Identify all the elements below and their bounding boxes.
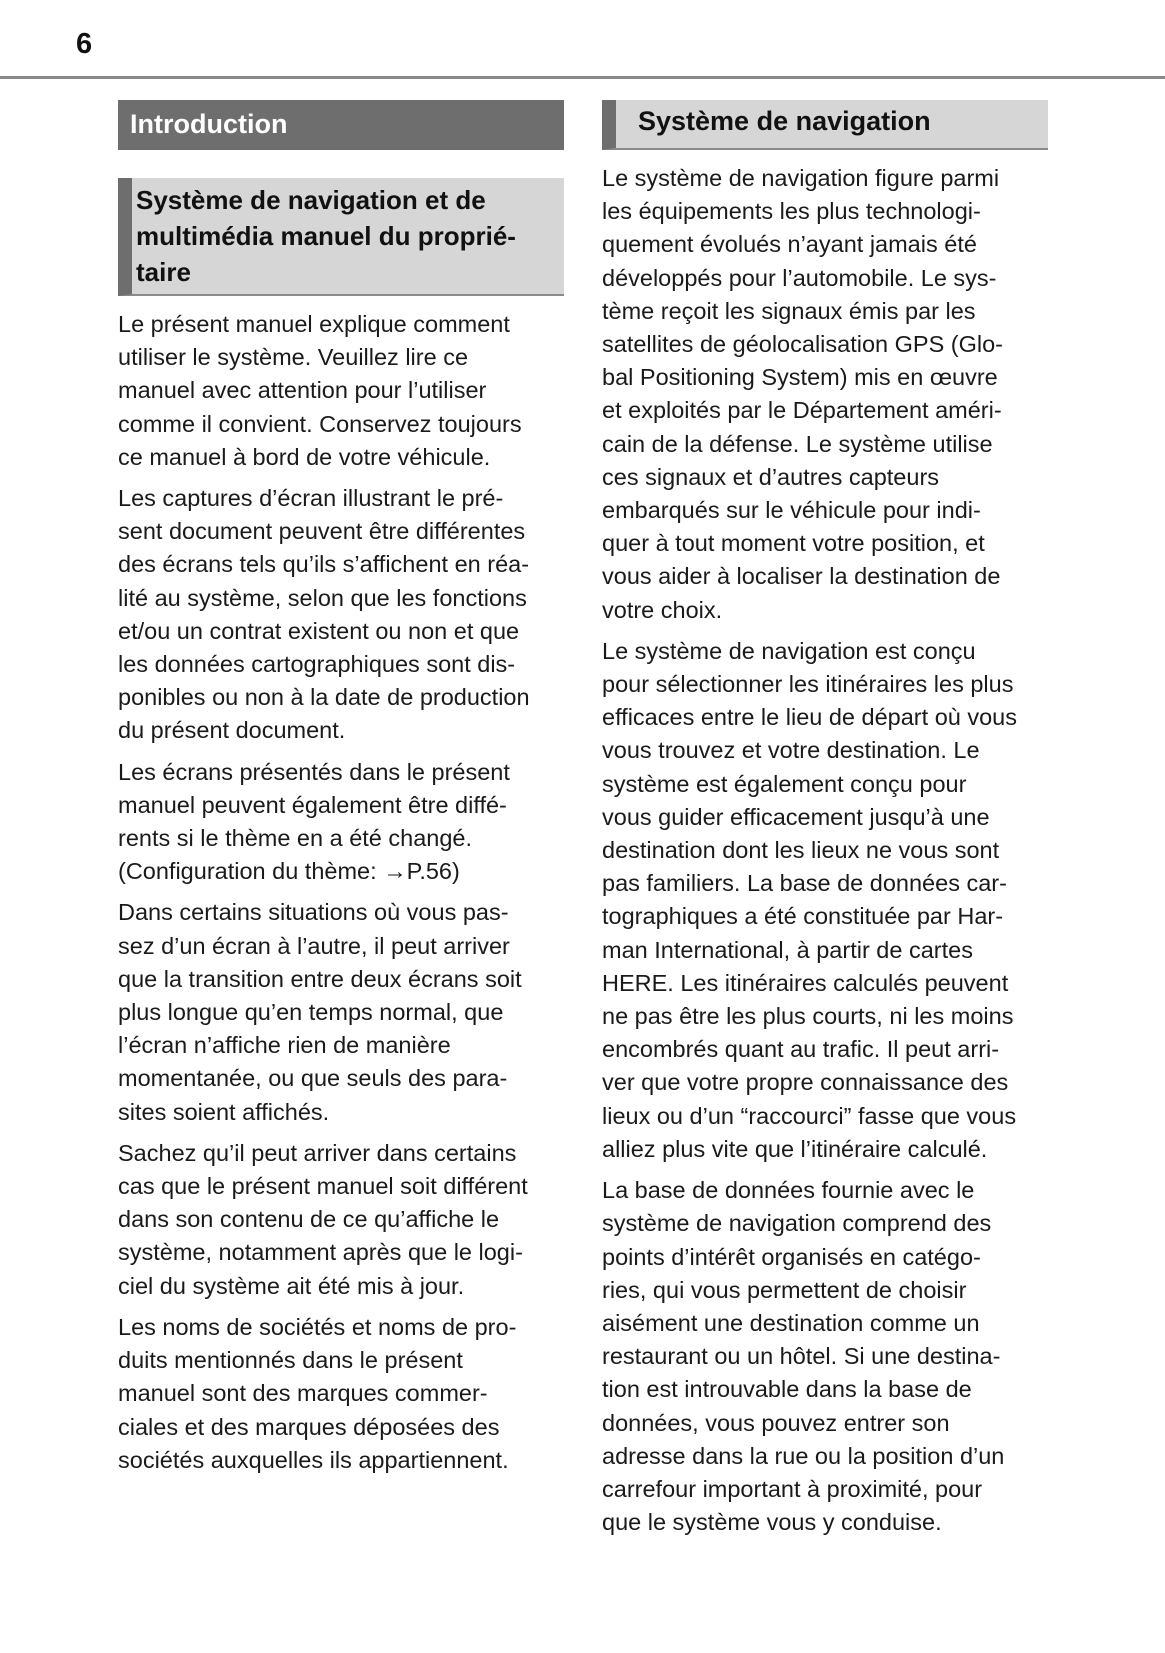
text-line: man International, à partir de cartes bbox=[602, 936, 973, 963]
text-line: ce manuel à bord de votre véhicule. bbox=[118, 443, 491, 470]
text-line: Les captures d’écran illustrant le pré- bbox=[118, 485, 504, 512]
text-line: dans son contenu de ce qu’affiche le bbox=[118, 1206, 500, 1233]
subheading-manual bbox=[118, 178, 564, 296]
text-line: HERE. Les itinéraires calculés peuvent bbox=[602, 969, 1009, 996]
right-column bbox=[602, 100, 1048, 1547]
text-line: encombrés quant au trafic. Il peut arri- bbox=[602, 1036, 1000, 1063]
left-body-text bbox=[118, 308, 564, 1477]
text-line: données, vous pouvez entrer son bbox=[602, 1409, 950, 1436]
left-column bbox=[118, 100, 564, 1485]
text-line: vous aider à localiser la destination de bbox=[602, 563, 1001, 590]
text-line: bal Positioning System) mis en œuvre bbox=[602, 364, 998, 391]
text-line: alliez plus vite que l’itinéraire calculé. bbox=[602, 1135, 988, 1162]
paragraph bbox=[118, 896, 564, 1128]
text-line: Le système de navigation figure parmi bbox=[602, 165, 1000, 191]
text-line: comme il convient. Conservez toujours bbox=[118, 410, 522, 437]
paragraph bbox=[118, 1311, 564, 1477]
paragraph bbox=[602, 162, 1048, 627]
paragraph bbox=[118, 1137, 564, 1303]
text-line: ries, qui vous permettent de choisir bbox=[602, 1276, 967, 1303]
text-line: ver que votre propre connaissance des bbox=[602, 1069, 1009, 1096]
text-line: points d’intérêt organisés en catégo- bbox=[602, 1243, 981, 1270]
text-line: les équipements les plus technologi- bbox=[602, 198, 981, 225]
paragraph bbox=[602, 1174, 1048, 1539]
text-line: lieux ou d’un “raccourci” fasse que vous bbox=[602, 1102, 1017, 1129]
page-number: 6 bbox=[76, 28, 93, 60]
paragraph bbox=[118, 756, 564, 889]
text-line: utiliser le système. Veuillez lire ce bbox=[118, 344, 469, 371]
text-line: et exploités par le Département améri- bbox=[602, 397, 1002, 424]
text-line: et/ou un contrat existent ou non et que bbox=[118, 617, 520, 644]
text-line: satellites de géolocalisation GPS (Glo- bbox=[602, 331, 1004, 358]
text-line: sez d’un écran à l’autre, il peut arriver bbox=[118, 932, 510, 959]
text-line: tographiques a été constituée par Har- bbox=[602, 903, 1004, 930]
text-line: système, notamment après que le logi- bbox=[118, 1239, 523, 1266]
text-line: rents si le thème en a été changé. bbox=[118, 825, 473, 852]
paragraph bbox=[602, 635, 1048, 1166]
text-line: l’écran n’affiche rien de manière bbox=[118, 1032, 451, 1059]
text-line: ciel du système ait été mis à jour. bbox=[118, 1272, 465, 1299]
text-line: développés pour l’automobile. Le sys- bbox=[602, 264, 997, 291]
right-body-text bbox=[602, 162, 1048, 1539]
text-line: efficaces entre le lieu de départ où vous bbox=[602, 704, 1018, 731]
text-line: duits mentionnés dans le présent bbox=[118, 1347, 463, 1374]
text-line: du présent document. bbox=[118, 717, 346, 744]
text-line: quer à tout moment votre position, et bbox=[602, 530, 985, 557]
text-line: manuel avec attention pour l’utiliser bbox=[118, 377, 487, 404]
text-line: vous guider efficacement jusqu’à une bbox=[602, 803, 990, 830]
text-line: que le système vous y conduise. bbox=[602, 1509, 942, 1536]
text-line: Les écrans présentés dans le présent bbox=[118, 758, 510, 785]
section-title-introduction: Introduction bbox=[118, 100, 564, 150]
text-line: tion est introuvable dans la base de bbox=[602, 1376, 972, 1403]
section-title-navigation bbox=[602, 100, 1048, 150]
text-line: aisément une destination comme un bbox=[602, 1309, 980, 1336]
text-line: cas que le présent manuel soit différent bbox=[118, 1173, 528, 1200]
text-line: Les noms de sociétés et noms de pro- bbox=[118, 1313, 517, 1340]
text-line: embarqués sur le véhicule pour indi- bbox=[602, 497, 981, 524]
text-line: La base de données fournie avec le bbox=[602, 1177, 975, 1204]
text-line: carrefour important à proximité, pour bbox=[602, 1475, 983, 1502]
text-line: vous trouvez et votre destination. Le bbox=[602, 737, 980, 764]
text-line: Dans certains situations où vous pas- bbox=[118, 899, 509, 926]
text-line: ces signaux et d’autres capteurs bbox=[602, 463, 940, 490]
text-line: Sachez qu’il peut arriver dans certains bbox=[118, 1139, 517, 1166]
paragraph bbox=[118, 308, 564, 474]
text-line: des écrans tels qu’ils s’affichent en réa- bbox=[118, 551, 530, 578]
text-line: ciales et des marques déposées des bbox=[118, 1413, 500, 1440]
text-line: manuel peuvent également être diffé- bbox=[118, 791, 507, 818]
text-line: système de navigation comprend des bbox=[602, 1210, 992, 1237]
text-line: Le présent manuel explique comment bbox=[118, 311, 510, 337]
text-line: système est également conçu pour bbox=[602, 770, 967, 797]
text-line: ponibles ou non à la date de production bbox=[118, 684, 530, 711]
paragraph bbox=[118, 482, 564, 748]
text-line: momentanée, ou que seuls des para- bbox=[118, 1065, 508, 1092]
text-line: sent document peuvent être différentes bbox=[118, 518, 526, 545]
text-line: votre choix. bbox=[602, 596, 723, 623]
section-title-text: Système de navigation bbox=[638, 106, 931, 136]
text-line: destination dont les lieux ne vous sont bbox=[602, 837, 1000, 864]
text-line: ne pas être les plus courts, ni les moins bbox=[602, 1003, 1014, 1030]
text-line: adresse dans la rue ou la position d’un bbox=[602, 1442, 1005, 1469]
text-line: (Configuration du thème: →P.56) bbox=[118, 858, 460, 885]
text-line: pas familiers. La base de données car- bbox=[602, 870, 1007, 897]
subheading-line: multimédia manuel du proprié- bbox=[136, 221, 516, 251]
subheading-line: Système de navigation et de bbox=[136, 185, 486, 215]
text-line: les données cartographiques sont dis- bbox=[118, 651, 516, 678]
text-line: manuel sont des marques commer- bbox=[118, 1380, 488, 1407]
text-line: pour sélectionner les itinéraires les plus bbox=[602, 671, 1014, 698]
text-line: restaurant ou un hôtel. Si une destina- bbox=[602, 1343, 1001, 1370]
text-line: que la transition entre deux écrans soit bbox=[118, 965, 522, 992]
subheading-line: taire bbox=[136, 257, 191, 287]
text-line: quement évolués n’ayant jamais été bbox=[602, 231, 977, 258]
text-line: Le système de navigation est conçu bbox=[602, 637, 976, 664]
text-line: plus longue qu’en temps normal, que bbox=[118, 999, 504, 1026]
text-line: sites soient affichés. bbox=[118, 1098, 330, 1125]
header-divider bbox=[0, 76, 1165, 79]
text-line: lité au système, selon que les fonctions bbox=[118, 584, 527, 611]
text-line: cain de la défense. Le système utilise bbox=[602, 430, 993, 457]
text-line: tème reçoit les signaux émis par les bbox=[602, 297, 976, 324]
text-line: sociétés auxquelles ils appartiennent. bbox=[118, 1446, 509, 1473]
